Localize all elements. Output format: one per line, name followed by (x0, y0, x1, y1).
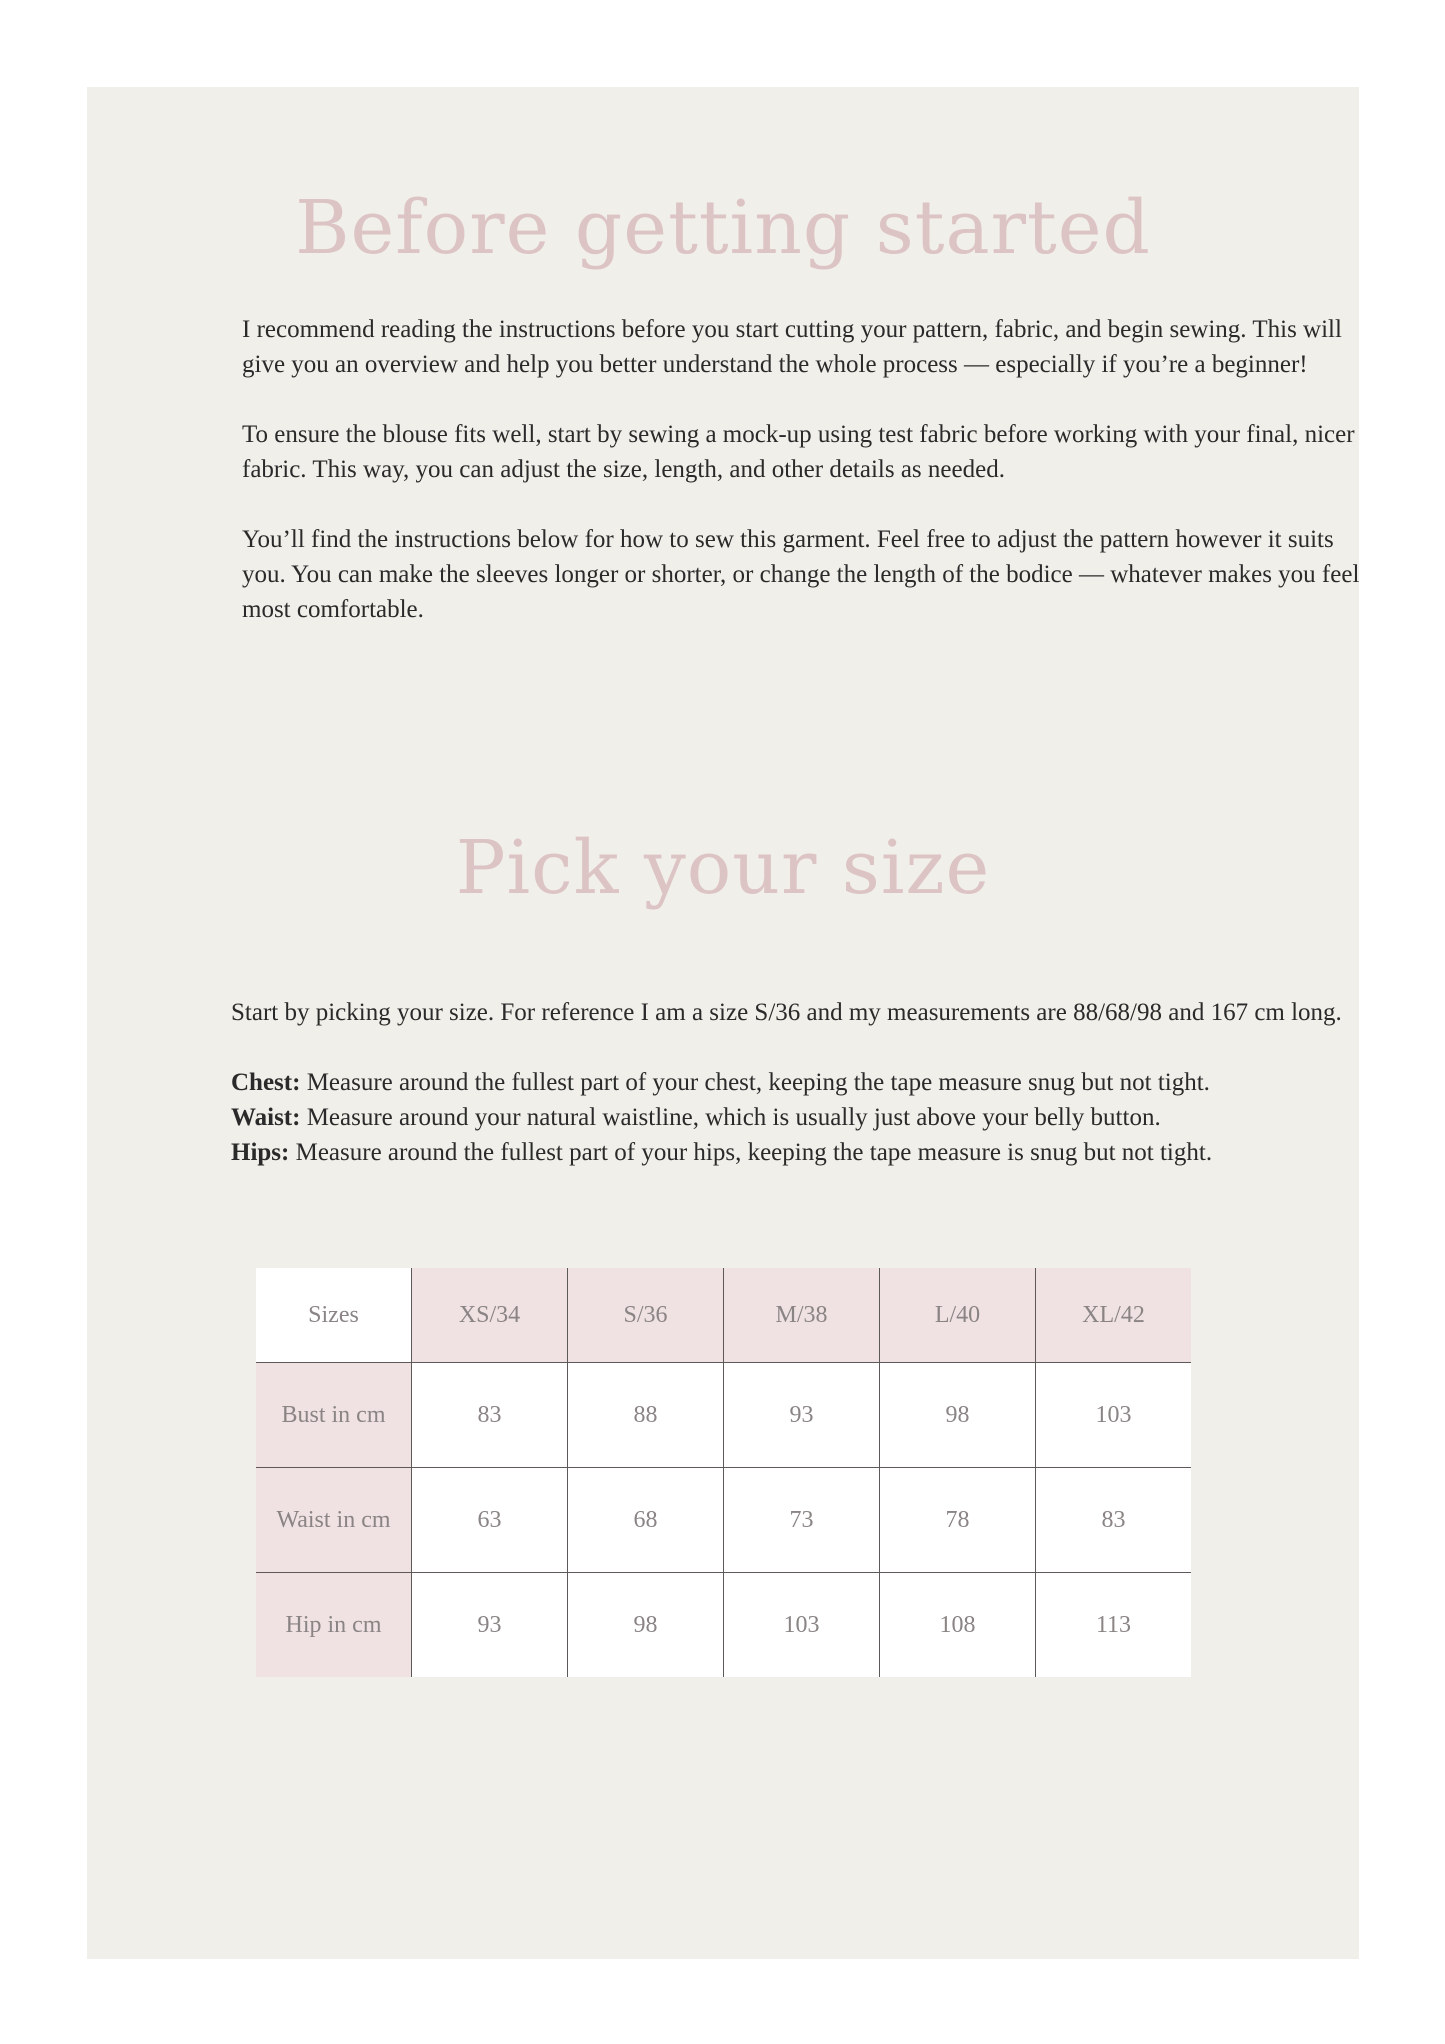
table-cell: 93 (724, 1363, 880, 1468)
table-header-row (256, 1268, 1191, 1363)
size-intro-text (231, 995, 1381, 1170)
intro-paragraph: I recommend reading the instructions before you start cutting your pattern, fabric, and begin sewing. This will give you an overview and help you better understand the whole process — especially if you’re a beginner! (242, 316, 1342, 378)
table-cell: 98 (880, 1363, 1036, 1468)
table-cell: 68 (568, 1468, 724, 1573)
table-row-label: Bust in cm (256, 1363, 412, 1468)
table-cell: 93 (412, 1573, 568, 1678)
measurement-hips (231, 1135, 1381, 1170)
table-header-cell: Sizes (256, 1268, 412, 1363)
measurement-waist (231, 1100, 1381, 1135)
measurement-label: Chest: (231, 1069, 301, 1096)
table-cell: 73 (724, 1468, 880, 1573)
table-header-cell: M/38 (724, 1268, 880, 1363)
measurement-label: Waist: (231, 1104, 301, 1131)
measurement-text: Measure around your natural waistline, which is usually just above your belly button. (306, 1104, 1161, 1131)
table-cell: 78 (880, 1468, 1036, 1573)
intro-text (242, 312, 1372, 662)
table-row (256, 1363, 1191, 1468)
section-title-pick-your-size: Pick your size (455, 825, 991, 911)
intro-paragraph: You’ll find the instructions below for how to sew this garment. Feel free to adjust the pattern however it suits you. You can make the sleeves longer or shorter, or change the length of the bodice — whatever makes you feel most comfortable. (242, 526, 1360, 623)
table-row-label: Waist in cm (256, 1468, 412, 1573)
table-cell: 83 (1036, 1468, 1192, 1573)
measurement-guide (231, 1065, 1381, 1170)
size-intro-paragraph: Start by picking your size. For reference I am a size S/36 and my measurements are 88/68/98 and 167 cm long. (231, 999, 1342, 1026)
table-row-label: Hip in cm (256, 1573, 412, 1678)
page-panel (87, 87, 1359, 1959)
table-row (256, 1573, 1191, 1678)
measurement-text: Measure around the fullest part of your chest, keeping the tape measure snug but not tight. (306, 1069, 1210, 1096)
table-cell: 63 (412, 1468, 568, 1573)
table-cell: 88 (568, 1363, 724, 1468)
table-cell: 113 (1036, 1573, 1192, 1678)
table-cell: 83 (412, 1363, 568, 1468)
measurement-chest (231, 1065, 1381, 1100)
measurement-label: Hips: (231, 1139, 290, 1166)
measurement-text: Measure around the fullest part of your hips, keeping the tape measure is snug but not tight. (295, 1139, 1213, 1166)
table-cell: 98 (568, 1573, 724, 1678)
table-row (256, 1468, 1191, 1573)
table-header-cell: S/36 (568, 1268, 724, 1363)
table-cell: 103 (724, 1573, 880, 1678)
table-header-cell: XS/34 (412, 1268, 568, 1363)
size-chart-table (256, 1268, 1191, 1677)
table-cell: 108 (880, 1573, 1036, 1678)
intro-paragraph: To ensure the blouse fits well, start by sewing a mock-up using test fabric before working with your final, nicer fabric. This way, you can adjust the size, length, and other details as needed. (242, 421, 1355, 483)
table-header-cell: XL/42 (1036, 1268, 1192, 1363)
table-cell: 103 (1036, 1363, 1192, 1468)
section-title-before-getting-started: Before getting started (295, 185, 1151, 271)
table-header-cell: L/40 (880, 1268, 1036, 1363)
